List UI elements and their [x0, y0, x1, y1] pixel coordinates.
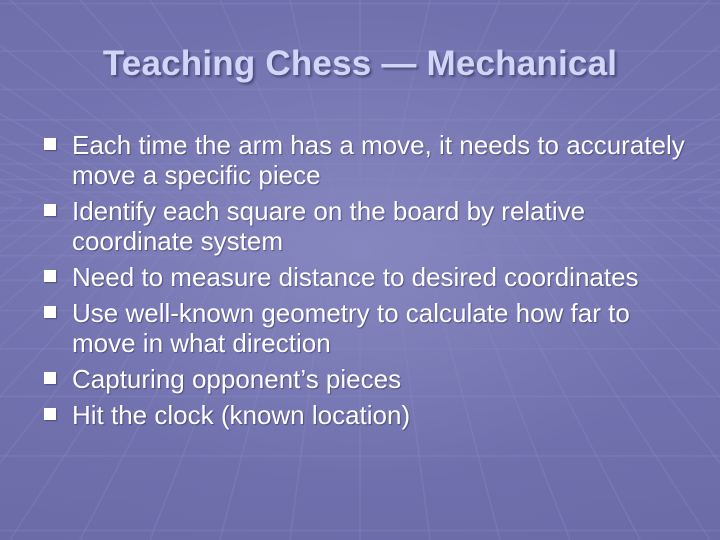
square-bullet-icon — [44, 372, 56, 384]
grid-line — [698, 200, 720, 540]
slide-title: Teaching Chess — Mechanical — [102, 44, 618, 83]
bullet-item — [44, 364, 694, 394]
bullet-text: Identify each square on the board by relative coordinate system — [72, 196, 586, 256]
square-bullet-icon — [44, 408, 56, 420]
bullet-item — [44, 262, 694, 292]
bullet-item — [44, 130, 694, 190]
square-bullet-icon — [44, 306, 56, 318]
square-bullet-icon — [44, 138, 56, 150]
bullet-text: Use well-known geometry to calculate how far to move in what direction — [72, 298, 630, 358]
bullet-list — [44, 130, 694, 436]
square-bullet-icon — [44, 270, 56, 282]
grid-line — [0, 200, 22, 540]
bullet-item — [44, 298, 694, 358]
bullet-text: Each time the arm has a move, it needs to accurately move a specific piece — [72, 130, 685, 190]
bullet-text: Hit the clock (known location) — [72, 400, 411, 430]
square-bullet-icon — [44, 204, 56, 216]
bullet-item — [44, 400, 694, 430]
bullet-item — [44, 196, 694, 256]
bullet-text: Need to measure distance to desired coordinates — [72, 262, 639, 292]
bullet-text: Capturing opponent’s pieces — [72, 364, 402, 394]
